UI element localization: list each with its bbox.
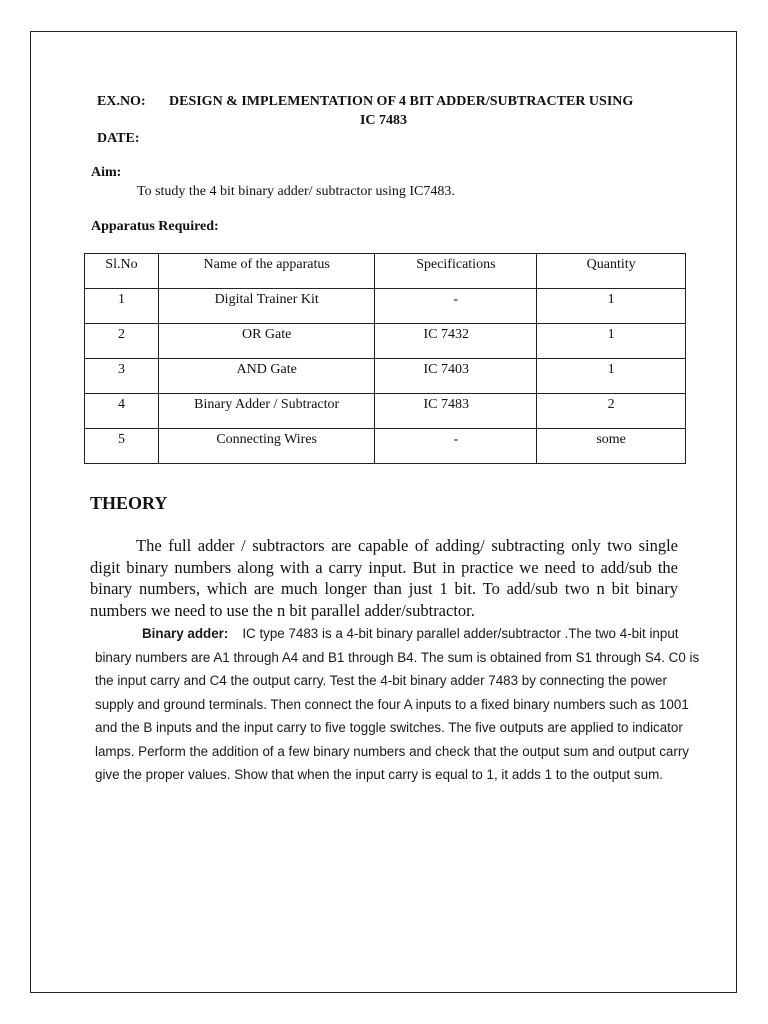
cell-quantity: some [537,429,686,464]
apparatus-table [84,253,686,464]
aim-text: To study the 4 bit binary adder/ subtractor using IC7483. [137,184,455,199]
binary-adder-paragraph [95,622,705,787]
table-header-row [85,254,686,289]
table-row [85,394,686,429]
theory-heading: THEORY [90,493,168,513]
cell-slno: 3 [85,359,159,394]
cell-specification: IC 7483 [375,394,537,429]
binary-adder-label: Binary adder: [142,626,229,641]
theory-paragraph: The full adder / subtractors are capable of adding/ subtracting only two single digit binary numbers along with a carry input. But in practice we need to add/sub the binary numbers, which are much longer than just 1 bit. To add/sub two n bit binary numbers we need to use the n bit parallel adder/subtractor. [90,536,678,620]
column-header-specifications: Specifications [375,254,537,289]
cell-quantity: 2 [537,394,686,429]
cell-slno: 2 [85,324,159,359]
experiment-header [97,94,633,110]
apparatus-label: Apparatus Required: [91,219,219,234]
cell-quantity: 1 [537,289,686,324]
aim-label: Aim: [91,165,122,180]
cell-slno: 1 [85,289,159,324]
table-row [85,359,686,394]
binary-adder-text: IC type 7483 is a 4-bit binary parallel adder/subtractor .The two 4-bit input binary numbers are A1 through A4 and B1 through B4. The sum is obtained from S1 through S4. C0 is the input carry and C4 the output carry. Test the 4-bit binary adder 7483 by connecting the power supply and ground terminals. Then connect the four A inputs to a fixed binary numbers such as 1001 and the B inputs and the input carry to five toggle switches. The five outputs are applied to indicator lamps. Perform the addition of a few binary numbers and check that the output sum and output carry give the proper values. Show that when the input carry is equal to 1, it adds 1 to the output sum. [95,626,700,782]
table-row [85,324,686,359]
table-row [85,289,686,324]
column-header-quantity: Quantity [537,254,686,289]
cell-specification: - [375,289,537,324]
exno-label: EX.NO: [97,94,146,109]
cell-apparatus-name: Binary Adder / Subtractor [158,394,375,429]
cell-apparatus-name: AND Gate [158,359,375,394]
cell-slno: 4 [85,394,159,429]
cell-specification: IC 7432 [375,324,537,359]
cell-apparatus-name: Digital Trainer Kit [158,289,375,324]
column-header-name: Name of the apparatus [158,254,375,289]
cell-slno: 5 [85,429,159,464]
cell-apparatus-name: OR Gate [158,324,375,359]
experiment-title-line2: IC 7483 [359,113,408,128]
cell-specification: IC 7403 [375,359,537,394]
cell-apparatus-name: Connecting Wires [158,429,375,464]
cell-specification: - [375,429,537,464]
experiment-title-line1: DESIGN & IMPLEMENTATION OF 4 BIT ADDER/SUBTRACTER USING [169,94,634,109]
cell-quantity: 1 [537,324,686,359]
date-label: DATE: [97,131,140,146]
table-row [85,429,686,464]
cell-quantity: 1 [537,359,686,394]
column-header-slno: Sl.No [85,254,159,289]
